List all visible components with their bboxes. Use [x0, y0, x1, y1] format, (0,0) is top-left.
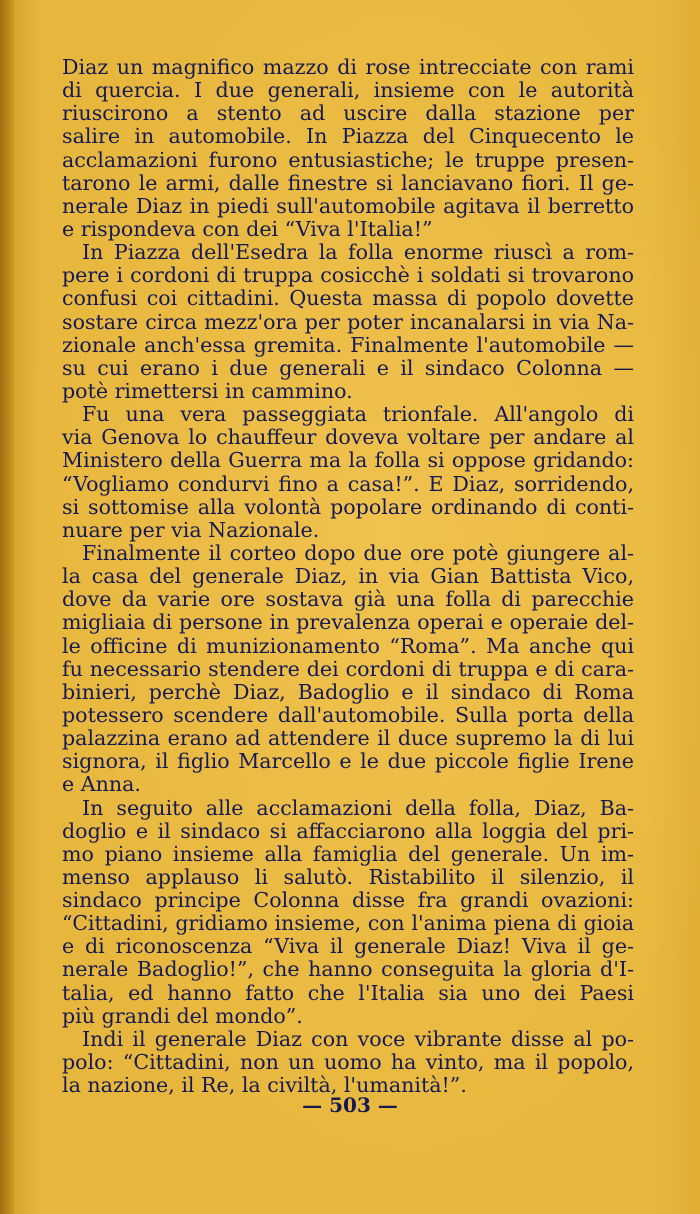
text-line: fu necessario stendere dei cordoni di truppa e di cara- — [62, 657, 634, 681]
text-line: mo piano insieme alla famiglia del generale. Un im- — [62, 842, 634, 866]
text-line: Fu una vera passeggiata trionfale. All'angolo di — [82, 403, 634, 427]
text-line: le officine di munizionamento “Roma”. Ma anche qui — [62, 634, 634, 658]
text-line: In seguito alle acclamazioni della folla, Diaz, Ba- — [82, 796, 634, 820]
text-line: Diaz un magnifico mazzo di rose intrecciate con rami — [62, 56, 634, 79]
page-gutter-shadow — [0, 0, 14, 1214]
text-line: sindaco principe Colonna disse fra grandi ovazioni: — [62, 889, 634, 913]
text-line: via Genova lo chauffeur doveva voltare per andare al — [62, 426, 634, 450]
text-line: nerale Badoglio!”, che hanno conseguita la gloria d'I- — [62, 958, 634, 982]
text-line: polo: “Cittadini, non un uomo ha vinto, ma il popolo, — [62, 1051, 634, 1075]
paragraph-4 — [62, 542, 634, 797]
text-line: la nazione, il Re, la civiltà, l'umanità!”. — [62, 1074, 467, 1098]
text-line: la casa del generale Diaz, in via Gian Battista Vico, — [62, 565, 634, 589]
text-line: confusi coi cittadini. Questa massa di popolo dovette — [62, 287, 634, 311]
text-line: più grandi del mondo”. — [62, 1004, 303, 1028]
text-line: di quercia. I due generali, insieme con le autorità — [62, 79, 634, 103]
paragraph-2 — [62, 241, 634, 403]
text-line: su cui erano i due generali e il sindaco Colonna — — [62, 356, 634, 380]
text-line: zionale anch'essa gremita. Finalmente l'automobile — — [62, 333, 634, 357]
paragraph-5 — [62, 797, 634, 1028]
text-line: salire in automobile. In Piazza del Cinquecento le — [62, 125, 634, 149]
paragraph-3 — [62, 403, 634, 542]
text-line: doglio e il sindaco si affacciarono alla loggia del pri- — [62, 819, 634, 843]
text-line: “Vogliamo condurvi fino a casa!”. E Diaz, sorridendo, — [62, 472, 634, 496]
text-line: si sottomise alla volontà popolare ordinando di conti- — [62, 495, 634, 519]
body-text — [62, 56, 634, 1097]
text-line: potessero scendere dall'automobile. Sulla porta della — [62, 703, 634, 727]
text-line: e rispondeva con dei “Viva l'Italia!” — [62, 217, 433, 241]
text-line: talia, ed hanno fatto che l'Italia sia uno dei Paesi — [62, 981, 634, 1005]
text-line: riuscirono a stento ad uscire dalla stazione per — [62, 102, 634, 126]
text-line: binieri, perchè Diaz, Badoglio e il sindaco di Roma — [62, 680, 634, 704]
text-line: migliaia di persone in prevalenza operai e operaie del- — [62, 611, 634, 635]
text-line: In Piazza dell'Esedra la folla enorme riuscì a rom- — [82, 241, 634, 265]
text-line: pere i cordoni di truppa cosicchè i soldati si trovarono — [62, 264, 634, 288]
page-number: — 503 — — [302, 1093, 398, 1117]
text-line: Indi il generale Diaz con voce vibrante disse al po- — [82, 1027, 634, 1051]
text-line: menso applauso li salutò. Ristabilito il silenzio, il — [62, 865, 634, 889]
text-line: potè rimettersi in cammino. — [62, 379, 353, 403]
text-line: nuare per via Nazionale. — [62, 518, 320, 542]
paragraph-1 — [62, 56, 634, 241]
text-line: dove da varie ore sostava già una folla di parecchie — [62, 588, 634, 612]
text-line: Finalmente il corteo dopo due ore potè giungere al- — [82, 541, 634, 565]
text-line: acclamazioni furono entusiastiche; le truppe presen- — [62, 148, 634, 172]
text-line: “Cittadini, gridiamo insieme, con l'anima piena di gioia — [62, 912, 634, 936]
text-line: nerale Diaz in piedi sull'automobile agitava il berretto — [62, 194, 634, 218]
text-line: palazzina erano ad attendere il duce supremo la di lui — [62, 727, 634, 751]
text-line: Ministero della Guerra ma la folla si oppose gridando: — [62, 449, 634, 473]
text-line: tarono le armi, dalle finestre si lanciavano fiori. Il ge- — [62, 171, 634, 195]
text-line: signora, il figlio Marcello e le due piccole figlie Irene — [62, 750, 634, 774]
text-line: e di riconoscenza “Viva il generale Diaz! Viva il ge- — [62, 935, 634, 959]
text-line: e Anna. — [62, 773, 141, 797]
paragraph-6 — [62, 1028, 634, 1097]
text-line: sostare circa mezz'ora per poter incanalarsi in via Na- — [62, 310, 634, 334]
